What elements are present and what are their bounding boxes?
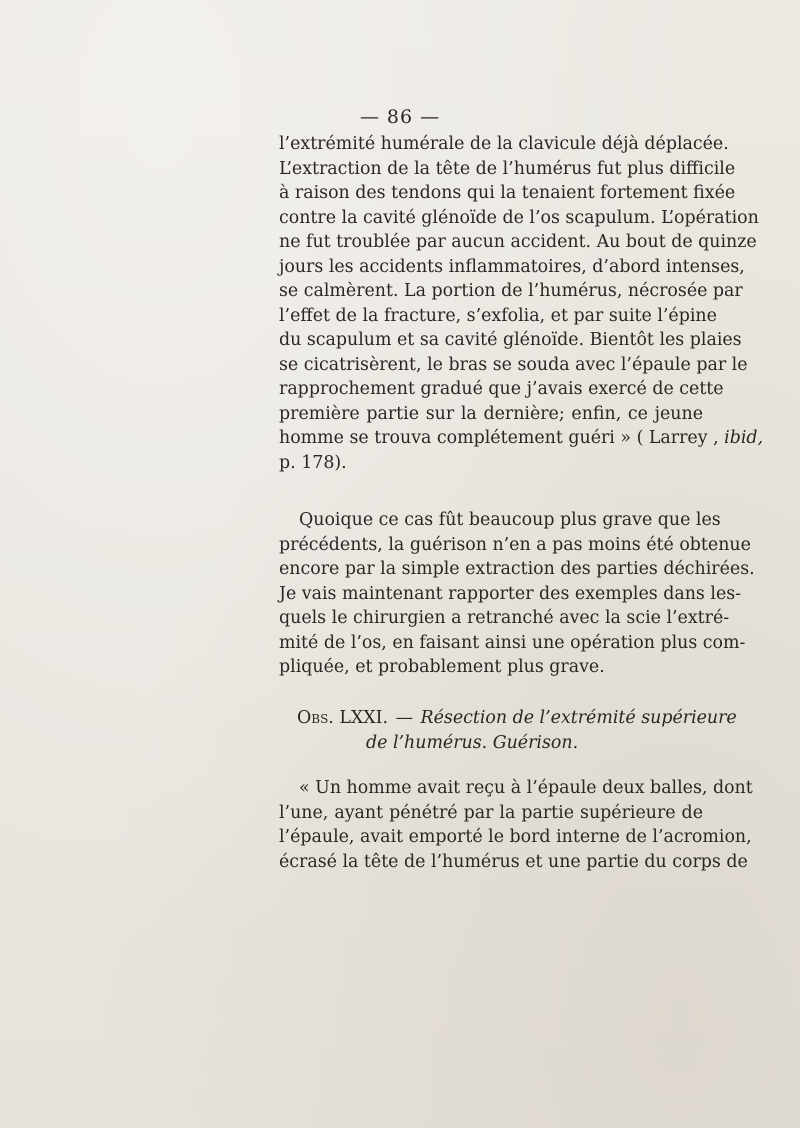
observation-title-line-2: de l’humérus. Guérison. xyxy=(366,733,579,753)
observation-label: Obs. LXXI. xyxy=(297,708,389,728)
citation-ibid: ibid, xyxy=(724,428,764,448)
text-line: l’effet de la fracture, s’exfolia, et par suite l’épine xyxy=(279,305,717,326)
text-line: écrasé la tête de l’humérus et une partie du corps de xyxy=(279,851,748,872)
paragraph-2 xyxy=(279,508,755,680)
text-line: Je vais maintenant rapporter des exemples dans les- xyxy=(279,583,742,604)
paragraph-1 xyxy=(279,132,764,475)
text-line: jours les accidents inflammatoires, d’abord intenses, xyxy=(279,256,745,277)
page-number: — 86 — xyxy=(359,106,441,128)
text-line: contre la cavité glénoïde de l’os scapulum. L’opération xyxy=(279,207,759,228)
text-line: quels le chirurgien a retranché avec la scie l’extré- xyxy=(279,608,730,628)
text-line: l’épaule, avait emporté le bord interne de l’acromion, xyxy=(279,827,752,847)
text-line: pliquée, et probablement plus grave. xyxy=(279,657,605,677)
text-line: se cicatrisèrent, le bras se souda avec l’épaule par le xyxy=(279,354,748,375)
text-line: Quoique ce cas fût beaucoup plus grave que les xyxy=(299,510,721,530)
observation-heading xyxy=(297,706,737,756)
text-line: p. 178). xyxy=(279,452,347,473)
text-line: L’extraction de la tête de l’humérus fut plus difficile xyxy=(279,158,736,179)
observation-title-line-1: Résection de l’extrémité supérieure xyxy=(420,708,737,728)
text-line: première partie sur la dernière; enfin, ce jeune xyxy=(279,403,703,424)
text-segment: homme se trouva complétement guéri » ( Larrey , xyxy=(279,428,725,448)
paragraph-3 xyxy=(279,776,753,874)
text-line: ne fut troublée par aucun accident. Au bout de quinze xyxy=(279,232,757,252)
text-line: l’une, ayant pénétré par la partie supérieure de xyxy=(279,802,703,823)
text-line: rapprochement gradué que j’avais exercé de cette xyxy=(279,379,724,399)
text-line: encore par la simple extraction des parties déchirées. xyxy=(279,559,755,579)
text-line: se calmèrent. La portion de l’humérus, nécrosée par xyxy=(279,281,743,301)
text-line: du scapulum et sa cavité glénoïde. Bientôt les plaies xyxy=(279,330,742,350)
text-line: précédents, la guérison n’en a pas moins été obtenue xyxy=(279,534,751,555)
text-line: à raison des tendons qui la tenaient fortement fixée xyxy=(279,183,736,203)
observation-dash: — xyxy=(395,708,413,728)
text-line: « Un homme avait reçu à l’épaule deux balles, dont xyxy=(299,778,753,798)
text-line: mité de l’os, en faisant ainsi une opération plus com- xyxy=(279,632,746,653)
text-line-citation xyxy=(279,426,764,451)
text-line: l’extrémité humérale de la clavicule déjà déplacée. xyxy=(279,134,729,154)
